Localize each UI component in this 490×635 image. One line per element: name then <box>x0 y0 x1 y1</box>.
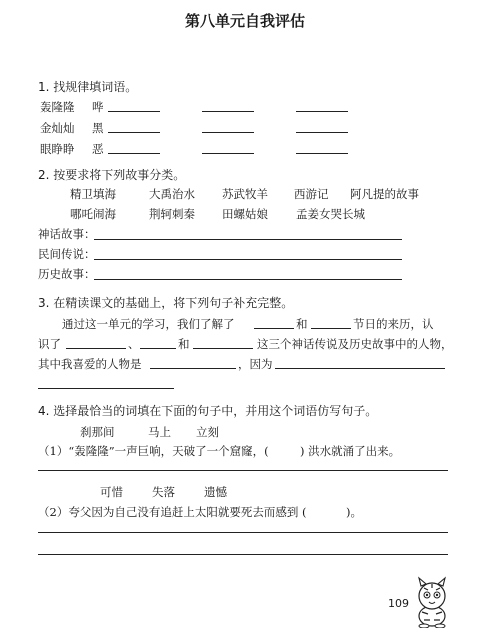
category-answer-line[interactable] <box>94 279 402 280</box>
story-item: 哪吒闹海 <box>70 207 116 221</box>
cartoon-tiger-icon <box>410 576 454 628</box>
story-item: 西游记 <box>294 187 329 201</box>
q3-blank[interactable] <box>193 348 253 349</box>
story-item: 阿凡提的故事 <box>350 187 419 201</box>
q1-hint: 恶 <box>92 142 104 156</box>
story-item: 荆轲刺秦 <box>149 207 195 221</box>
q1-blank[interactable] <box>296 153 348 154</box>
word-option: 马上 <box>148 425 171 439</box>
q4-writing-line[interactable] <box>38 470 448 471</box>
q1-hint: 黑 <box>92 121 104 135</box>
q3-text: ，因为 <box>238 357 273 371</box>
word-option: 刹那间 <box>80 425 115 439</box>
q3-prompt: 3. 在精读课文的基础上，将下列句子补充完整。 <box>38 296 294 310</box>
q4-prompt: 4. 选择最恰当的词填在下面的句子中，并用这个词语仿写句子。 <box>38 404 378 418</box>
q3-text: 和 <box>296 317 308 331</box>
q3-text: 节日的来历，认 <box>353 317 434 331</box>
q3-blank[interactable] <box>275 368 445 369</box>
q3-blank[interactable] <box>66 348 126 349</box>
q3-text: 其中我喜爱的人物是 <box>38 357 142 371</box>
q3-text: 和 <box>178 337 190 351</box>
word-option: 失落 <box>152 485 175 499</box>
category-answer-line[interactable] <box>94 239 402 240</box>
story-item: 苏武牧羊 <box>222 187 268 201</box>
q3-text: 识了 <box>38 337 61 351</box>
q1-word: 眼睁睁 <box>40 142 75 156</box>
q1-blank[interactable] <box>202 153 254 154</box>
q3-text: 、 <box>128 337 140 351</box>
page-number: 109 <box>388 597 409 610</box>
word-option: 可惜 <box>100 485 123 499</box>
q3-text: 通过这一单元的学习，我们了解了 <box>62 317 235 331</box>
q3-blank[interactable] <box>254 328 294 329</box>
q4-sentence-2: （2）夸父因为自己没有追赶上太阳就要死去而感到 ( <box>38 505 307 519</box>
q1-prompt: 1. 找规律填词语。 <box>38 80 138 94</box>
word-option: 立刻 <box>196 425 219 439</box>
q3-blank[interactable] <box>150 368 236 369</box>
category-answer-line[interactable] <box>94 259 402 260</box>
category-label-folk: 民间传说： <box>38 247 96 261</box>
q1-word: 轰隆隆 <box>40 100 75 114</box>
page-title: 第八单元自我评估 <box>184 12 305 30</box>
q1-blank[interactable] <box>108 111 160 112</box>
category-label-myth: 神话故事： <box>38 227 96 241</box>
q1-blank[interactable] <box>108 153 160 154</box>
category-label-history: 历史故事： <box>38 267 96 281</box>
story-item: 田螺姑娘 <box>222 207 268 221</box>
q3-blank[interactable] <box>38 388 174 389</box>
q1-hint: 哗 <box>92 100 104 114</box>
q1-blank[interactable] <box>296 132 348 133</box>
story-item: 孟姜女哭长城 <box>296 207 365 221</box>
q4-sentence-1-end: ) 洪水就涌了出来。 <box>300 444 401 458</box>
q3-text: 这三个神话传说及历史故事中的人物， <box>257 337 453 351</box>
story-item: 大禹治水 <box>149 187 195 201</box>
q1-blank[interactable] <box>202 111 254 112</box>
q4-writing-line[interactable] <box>38 532 448 533</box>
q1-blank[interactable] <box>296 111 348 112</box>
q1-blank[interactable] <box>202 132 254 133</box>
q3-blank[interactable] <box>140 348 176 349</box>
q1-word: 金灿灿 <box>40 121 75 135</box>
q4-sentence-2-end: )。 <box>346 505 362 519</box>
word-option: 遗憾 <box>204 485 227 499</box>
q4-writing-line[interactable] <box>38 554 448 555</box>
q2-prompt: 2. 按要求将下列故事分类。 <box>38 168 186 182</box>
q3-blank[interactable] <box>311 328 351 329</box>
story-item: 精卫填海 <box>70 187 116 201</box>
q4-sentence-1: （1）“轰隆隆”一声巨响，天破了一个窟窿，( <box>38 444 269 458</box>
q1-blank[interactable] <box>108 132 160 133</box>
